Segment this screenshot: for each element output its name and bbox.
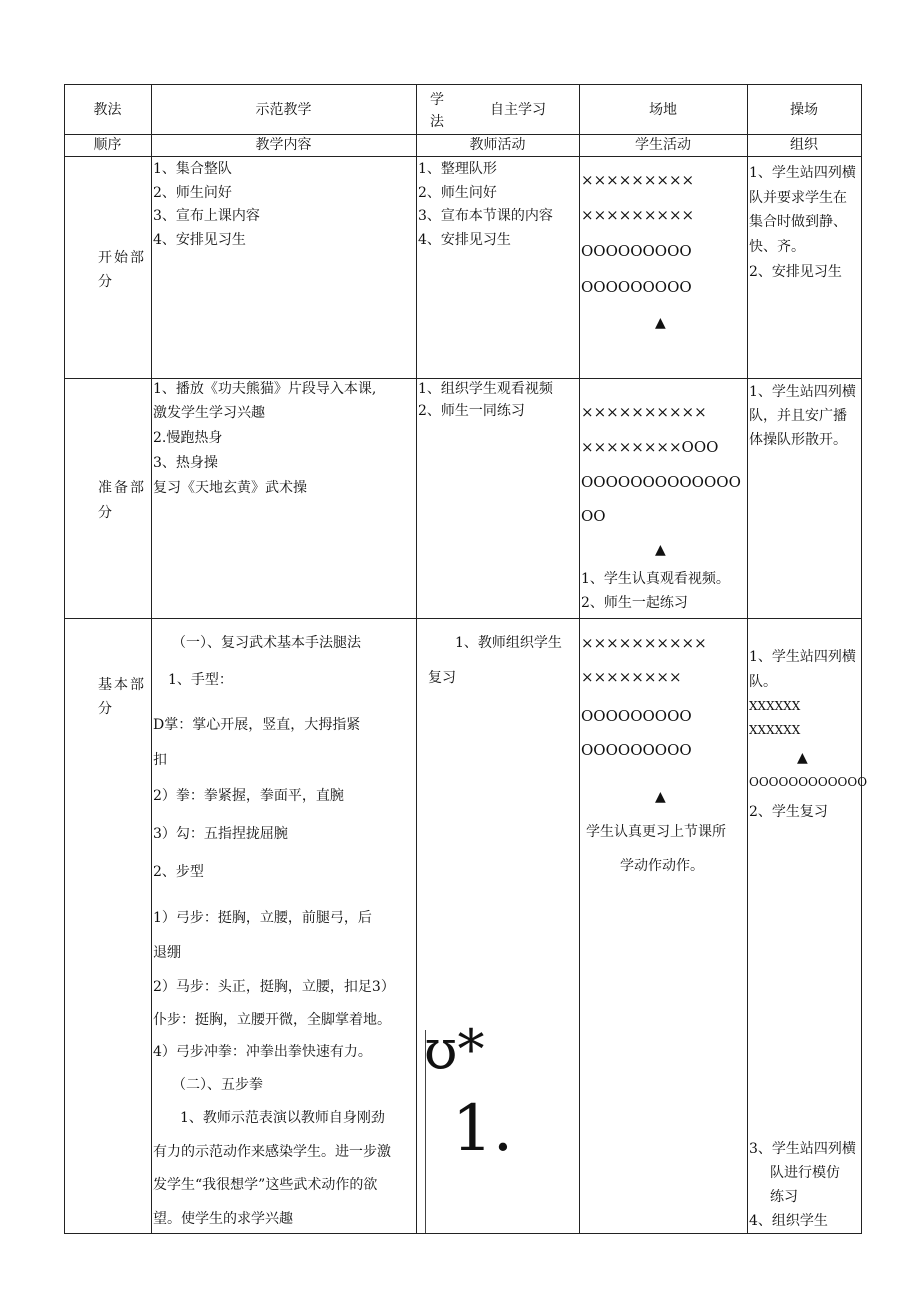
header-venue: 场地 (649, 102, 677, 118)
row3-content-line: 望。使学生的求学兴趣 (153, 1211, 293, 1227)
row2-content-line: 1、播放《功夫熊猫》片段导入本课, (153, 381, 377, 397)
col-divider-4 (747, 84, 748, 1234)
row2-content-line: 复习《天地玄黄》武术操 (153, 480, 307, 496)
row2-student-line: 2、师生一起练习 (581, 595, 688, 611)
row1-teacher-line: 4、安排见习生 (418, 232, 511, 248)
row3-content-line: 1）弓步：挺胸，立腰，前腿弓，后 (153, 910, 372, 926)
row1-formation-line: ××××××××× (581, 171, 695, 189)
row1-label-b: 分 (98, 274, 112, 290)
row3-teacher-line: 1、教师组织学生 (455, 635, 562, 651)
row3-label-a: 基本部 (98, 677, 146, 693)
row2-divider (64, 618, 862, 619)
row2-formation-line: ×××××××××× (581, 403, 707, 421)
row2-content-line: 2.慢跑热身 (153, 430, 223, 446)
row3-org-line: XXXXXX (749, 699, 801, 713)
row2-teacher-line: 1、组织学生观看视频 (418, 381, 553, 397)
row3-org-teacher-icon: ▲ (797, 750, 808, 766)
row3-org-line: OOOOOOOOOOOO (749, 775, 868, 789)
header-method: 教法 (93, 102, 122, 118)
table-border-right (861, 84, 862, 1234)
row3-content-line: 退绷 (153, 945, 181, 961)
row1-org-line: 1、学生站四列横 (749, 165, 856, 181)
col-divider-2 (416, 84, 417, 1234)
row1-teacher-line: 1、整理队形 (418, 161, 497, 177)
row3-content-line: 4）弓步冲拳：冲拳出拳快速有力。 (153, 1044, 372, 1060)
row3-content-line: 扣 (153, 752, 167, 768)
row1-content-line: 4、安排见习生 (153, 232, 246, 248)
row3-content-line: D掌：掌心开展，竖直，大拇指紧 (153, 717, 361, 733)
subheader-content: 教学内容 (255, 137, 312, 153)
row3-content-line: 有力的示范动作来感染学生。进一步激 (153, 1144, 391, 1160)
subheader-organization: 组织 (790, 137, 818, 153)
row2-teacher-position-icon: ▲ (655, 542, 666, 558)
row3-content-line: 3）勾：五指捏拢屈腕 (153, 826, 288, 842)
row1-formation-line: OOOOOOOOO (581, 278, 692, 296)
subheader-teacher: 教师活动 (469, 137, 526, 153)
row2-teacher-line: 2、师生一同练习 (418, 403, 525, 419)
col-divider-3 (579, 84, 580, 1234)
row3-org2-line: 4、组织学生 (749, 1213, 828, 1229)
row1-teacher-line: 2、师生问好 (418, 185, 497, 201)
row2-org-line: 1、学生站四列横 (749, 384, 856, 400)
row3-teacher-mark-b: 1. (452, 1092, 514, 1166)
row1-org-line: 快、齐。 (749, 239, 805, 255)
header-study-b: 法 (430, 114, 444, 130)
row3-content-line: （二）、五步拳 (172, 1077, 263, 1093)
row3-content-line: 1、手型： (168, 672, 233, 688)
row3-student-line: 学动作动作。 (620, 858, 704, 874)
row3-formation-line: OOOOOOOOO (581, 707, 692, 725)
row3-student-line: 学生认真更习上节课所 (586, 824, 726, 840)
row1-teacher-position-icon: ▲ (655, 315, 666, 331)
row2-label-b: 分 (98, 505, 112, 521)
row1-content-line: 1、集合整队 (153, 161, 232, 177)
row3-content-line: （一）、复习武术基本手法腿法 (172, 635, 361, 651)
table-border-bottom (64, 1233, 862, 1234)
header-study-a: 学 (430, 92, 444, 108)
row3-org-line: XXXXXX (749, 723, 801, 737)
row3-content-line: 1、教师示范表演以教师自身刚劲 (180, 1110, 385, 1126)
row3-org-line: 队。 (749, 674, 777, 690)
row1-formation-line: OOOOOOOOO (581, 242, 692, 260)
row1-org-line: 集合时做到静、 (749, 214, 847, 230)
row3-content-line: 2）拳：拳紧握，拳面平，直腕 (153, 788, 344, 804)
row2-formation-line: OOOOOOOOOOOOO (581, 473, 741, 491)
header-self-study: 自主学习 (490, 102, 546, 118)
row3-teacher-line: 复习 (428, 670, 456, 686)
row2-formation-line: OO (581, 507, 606, 525)
row1-org-line: 2、安排见习生 (749, 264, 842, 280)
row2-formation-line: ××××××××OOO (581, 438, 719, 456)
row3-org-line: 1、学生站四列横 (749, 649, 856, 665)
row2-content-line: 3、热身操 (153, 455, 218, 471)
row3-org2-line: 3、学生站四列横 (749, 1141, 856, 1157)
subheader-order: 顺序 (93, 137, 122, 153)
header-demo-teaching: 示范教学 (255, 102, 312, 118)
row3-content-line: 2）马步：头正，挺胸，立腰，扣足3） (153, 979, 395, 995)
row3-teacher-mark-a: ʊ* (424, 1018, 485, 1081)
row3-formation-line: ×××××××× (581, 668, 682, 686)
row2-org-line: 体操队形散开。 (749, 432, 847, 448)
row1-teacher-line: 3、宣布本节课的内容 (418, 208, 553, 224)
row3-content-line: 发学生“我很想学”这些武术动作的欲 (153, 1177, 378, 1193)
row2-student-line: 1、学生认真观看视频。 (581, 571, 730, 587)
row3-formation-line: OOOOOOOOO (581, 741, 692, 759)
col-divider-1 (151, 84, 152, 1234)
row1-formation-line: ××××××××× (581, 206, 695, 224)
table-border-top (64, 84, 862, 85)
row2-label-a: 准备部 (98, 480, 146, 496)
row3-org-line: 2、学生复习 (749, 804, 828, 820)
row1-org-line: 队并要求学生在 (749, 190, 847, 206)
row3-content-line: 2、步型 (153, 864, 204, 880)
row3-formation-line: ×××××××××× (581, 634, 707, 652)
subheader-divider (64, 156, 862, 157)
row3-content-line: 仆步：挺胸，立腰开微，全脚掌着地。 (153, 1012, 391, 1028)
row2-content-line: 激发学生学习兴趣 (153, 405, 265, 421)
table-border-left (64, 84, 65, 1234)
row3-teacher-position-icon: ▲ (655, 789, 666, 805)
row3-org2-line: 队进行模仿 (770, 1165, 840, 1181)
row2-org-line: 队，并且安广播 (749, 408, 847, 424)
row3-label-b: 分 (98, 701, 112, 717)
row1-content-line: 2、师生问好 (153, 185, 232, 201)
header-playground: 操场 (790, 102, 818, 118)
subheader-student: 学生活动 (635, 137, 691, 153)
row3-org2-line: 练习 (770, 1189, 798, 1205)
row1-content-line: 3、宣布上课内容 (153, 208, 260, 224)
row1-label-a: 开始部 (98, 250, 146, 266)
